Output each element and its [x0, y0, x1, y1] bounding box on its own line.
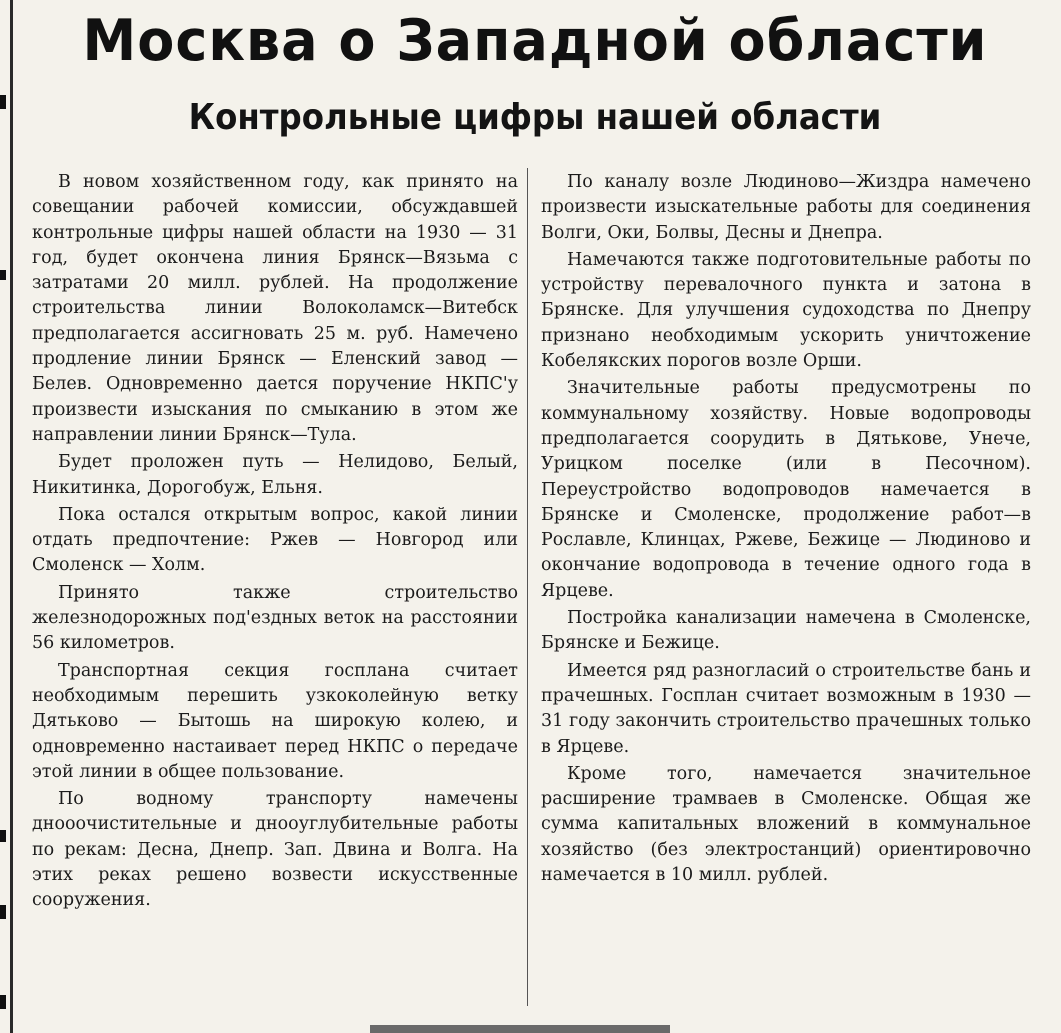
subheadline: Контрольные цифры нашей области [188, 97, 882, 138]
paragraph: По каналу возле Людиново—Жиздра намечено произвести изыскательные работы для соединения Волги, Оки, Болвы, Десны и Днепра. [541, 172, 1031, 243]
article-column-right [541, 170, 1031, 888]
headline: Москва о Западной области [82, 7, 988, 74]
paragraph: Кроме того, намечается значительное расширение трамваев в Смоленске. Общая же сумма капитальных вложений в коммунальное хозяйство (без электростанций) ориентировочно намечается в 10 милл. рублей. [541, 763, 1031, 886]
paragraph: В новом хозяйственном году, как принято на совещании рабочей комиссии, обсуждавшей контрольные цифры нашей области на 1930 — 31 год, будет окончена линия Брянск—Вязьма с затратами 20 милл. рублей. На продолжение строительства линии Волоколамск—Витебск предполагается ассигновать 25 м. руб. Намечено продление линии Брянск — Еленский завод — Белев. Одновременно дается поручение НКПС'у произвести изыскания по смыканию в этом же направлении линии Брянск—Тула. [32, 172, 518, 445]
next-headline-fragment [370, 1025, 670, 1033]
paragraph: Принято также строительство железнодорожных под'ездных веток на расстоянии 56 километров. [32, 582, 518, 654]
paragraph: Транспортная секция госплана считает необходимым перешить узкоколейную ветку Дятьково — Бытошь на широкую колею, и одновременно настаивает перед НКПС о передаче этой линии в общее пользование. [32, 660, 518, 782]
paragraph: Постройка канализации намечена в Смоленске, Брянске и Бежице. [541, 608, 1031, 654]
page-edge-rule [10, 0, 13, 1033]
article-column-left [32, 170, 518, 914]
column-divider [527, 168, 528, 1006]
paragraph: По водному транспорту намечены днооочистительные и днооуглубительные работы по рекам: Десна, Днепр. Зап. Двина и Волга. На этих реках решено возвести искусственные сооружения. [32, 789, 518, 911]
paragraph: Будет проложен путь — Нелидово, Белый, Никитинка, Дорогобуж, Ельня. [32, 452, 518, 498]
paragraph: Пока остался открытым вопрос, какой линии отдать предпочтение: Ржев — Новгород или Смоленск — Холм. [32, 504, 518, 576]
paragraph: Имеется ряд разногласий о строительстве бань и прачешных. Госплан считает возможным в 1930 — 31 году закончить строительство прачешных только в Ярцеве. [541, 660, 1031, 757]
paragraph: Намечаются также подготовительные работы по устройству перевалочного пункта и затона в Брянске. Для улучшения судоходства по Днепру признано необходимым ускорить уничтожение Кобелякских порогов возле Орши. [541, 249, 1031, 372]
paragraph: Значительные работы предусмотрены по коммунальному хозяйству. Новые водопроводы предполагается соорудить в Дятькове, Унече, Урицком поселке (или в Песочном). Переустройство водопроводов намечается в Брянске и Смоленске, продолжение работ—в Рославле, Клинцах, Ржеве, Бежице — Людиново и окончание водопровода в течение одного года в Ярцеве. [541, 378, 1031, 601]
